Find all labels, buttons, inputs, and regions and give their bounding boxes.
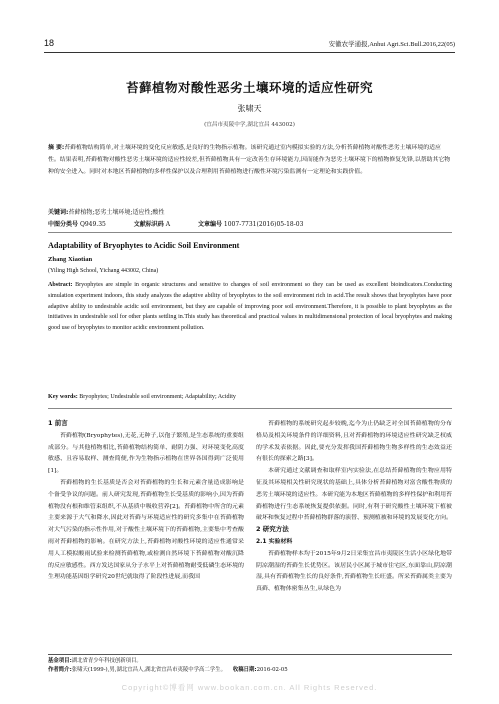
doc-code-label: 文献标识码	[133, 221, 164, 228]
keywords-en	[48, 394, 452, 400]
paragraph: 苔藓植物的系统研究起步较晚,迄今为止仍缺乏对全国苔藓植物的分布格局及相关环境条件的详细资料,且对苔藓植物的环境适应性研究缺乏权威的学术发表依据。因此,要充分发挥我国苔藓植物生物多样性的生态效益还有很长的探索之路[3]。	[256, 420, 452, 463]
author-info-text: 张啸天(1999-),男,湖北宜昌人,湖北省宜昌市夷陵中学高二学生。	[71, 667, 226, 673]
clc-value: Q949.35	[79, 221, 106, 228]
paragraph: 苔藓植物(Bryophytes),无花,无种子,以孢子繁殖,是生态系统的重要组成部分。与其他植物相比,苔藓植物结构简单、耐阴力强、对环境变化高度敏感、且容易取样、测查简便,作为生物指示植物在世界各国得到广泛使用[1]。	[48, 431, 244, 475]
received-label: 收稿日期:	[232, 667, 257, 673]
divider	[48, 408, 452, 409]
fund-label: 基金项目:	[48, 658, 72, 664]
paragraph: 本研究通过文献调查和取样室内实验法,在总结苔藓植物的生物应用特征及其环境相关性研究现状的基础上,具体分析苔藓植物对富含酸性物质的恶劣土壤环境的适应性。本研究能为本地区苔藓植物的多样性保护和利用苔藓植物进行生态系统恢复提供依据。同时,有利于研究酸性土壤环境下植被破坏和恢复过程中苔藓植物群落的演替、预测植被和环境的发展变化方向。	[256, 467, 452, 522]
paragraph: 苔藓植物的生长基质是否会对苔藓植物的生长和元素含量造成影响是个备受争议的问题。前人研究发现,苔藓植物生长受基质的影响小,因为苔藓植物没有根和维管束组织,不从基质中吸收营养[2]。苔藓植物中所含的元素主要来源于大气和降水,因此对苔藓与环境适应性的研究多集中在苔藓植物对大气污染的指示性作用,对于酸性土壤环境下的苔藓植物,主要集中考查酸雨对苔藓植物的影响。在研究方法上,苔藓植物对酸性环境的适应性通常采用人工模拟酸雨试验来检测苔藓植物,或检测自然环境下苔藓植物对酸沉降的反应敏感性。西方发达国家从分子水平上对苔藓植物耐受低磷生态环境的生理功能基因组学研究20世纪就取得了阶段性进展,而我国	[48, 478, 244, 581]
paragraph: 苔藓植物样本均于2015年9月2日采集宜昌市夷陵区生活小区绿化地带阴凉潮湿的苔藓生长优势区。该居民小区属于城市住宅区,东面靠山,阴凉潮湿,具有苔藓植物生长的良好条件,苔藓植物生长旺盛。所采苔藓属类主要为真藓、植物体密集丛生,从绿色为	[256, 549, 452, 593]
watermark: Copyright©博看网 www.bookan.com.cn. All Rights Reserved.	[121, 683, 378, 692]
abstract-en-label: Abstract:	[48, 282, 73, 288]
author-info-line	[48, 666, 452, 675]
keywords-en-text: Bryophytes; Undesirable soil environment; Adaptability; Acidity	[79, 394, 236, 400]
keywords-cn	[48, 207, 452, 216]
clc-label: 中图分类号	[48, 221, 79, 228]
abstract-cn-label: 摘 要:	[48, 145, 65, 151]
keywords-cn-text: 苔藓植物;恶劣土壤环境;适应性;酸性	[68, 209, 165, 216]
footnote	[48, 654, 452, 675]
fund-line	[48, 657, 452, 666]
classification-line	[48, 219, 303, 228]
keywords-en-label: Key words:	[48, 394, 78, 400]
article-no-value: 1007-7731(2016)05-18-03	[223, 221, 304, 228]
journal-name: 安徽农学通报,Anhui Agri.Sci.Bull.2016,22(05)	[328, 41, 455, 48]
abstract-en-text: Bryophytes are simple in organic structures and sensitive to changes of soil environment so they can be used as excellent bioindicators.Conducting simulation experiment indoors, this study analyzes the adaptive ability of bryophytes to the soil environment rich in acid.The result shows that bryophytes have poor adaptive ability to undesirable acidic soil environment, but they are capable of improving poor soil environment.Therefore, it is possible to plant bryophytes as the initiatives in undesirable soil for other plants settling in.This study has theoretical and practical values in multidimensional protection of local bryophytes and making good use of bryophytes to monitor acidic environment pollution.	[48, 282, 452, 332]
received-date: 2016-02-05	[256, 667, 288, 673]
abstract-cn-text: 苔藓植物结构简单,对土壤环境的变化反应敏感,是良好的生物指示植物。该研究通过室内模拟实验的方法,分析苔藓植物对酸性恶劣土壤环境的适应性。结果表明,苔藓植物对酸性恶劣土壤环境的适应性较差,但苔藓植物具有一定改善生存环境能力,因而能作为恶劣土壤环境下的植物修复先锋,以帮助其它物种的安全进入。同时对本地区苔藓植物的多样性保护以及合理利用苔藓植物进行酸性环境污染监测有一定理论和实践价值。	[48, 145, 451, 175]
body-column-right	[256, 418, 452, 595]
abstract-cn	[48, 143, 452, 178]
doc-code-value: A	[165, 221, 171, 228]
page-header	[44, 36, 455, 53]
author-info-label: 作者简介:	[48, 667, 72, 673]
author-en: Zhang Xiaotian	[48, 256, 93, 263]
author-cn: 张啸天	[237, 104, 262, 113]
section-heading: 2 研究方法	[256, 525, 289, 534]
affiliation-cn: (宜昌市夷陵中学,湖北宜昌 443002)	[204, 122, 295, 128]
body-column-left	[48, 418, 244, 583]
page-number: 18	[44, 38, 55, 48]
article-no-label: 文章编号	[197, 221, 222, 228]
section-heading: 1 前言	[48, 419, 68, 427]
article-title-cn: 苔藓植物对酸性恶劣土壤环境的适应性研究	[125, 80, 373, 95]
subsection-heading: 2.1 实验材料	[256, 537, 293, 545]
fund-text: 湖北省青少年科技创新项目。	[71, 658, 142, 664]
affiliation-en: (Yiling High School, Yichang 443002, China)	[48, 268, 159, 274]
divider	[48, 232, 452, 233]
article-title-en: Adaptability of Bryophytes to Acidic Soil Environment	[48, 241, 240, 250]
abstract-en	[48, 280, 452, 334]
keywords-cn-label: 关键词:	[48, 209, 69, 216]
